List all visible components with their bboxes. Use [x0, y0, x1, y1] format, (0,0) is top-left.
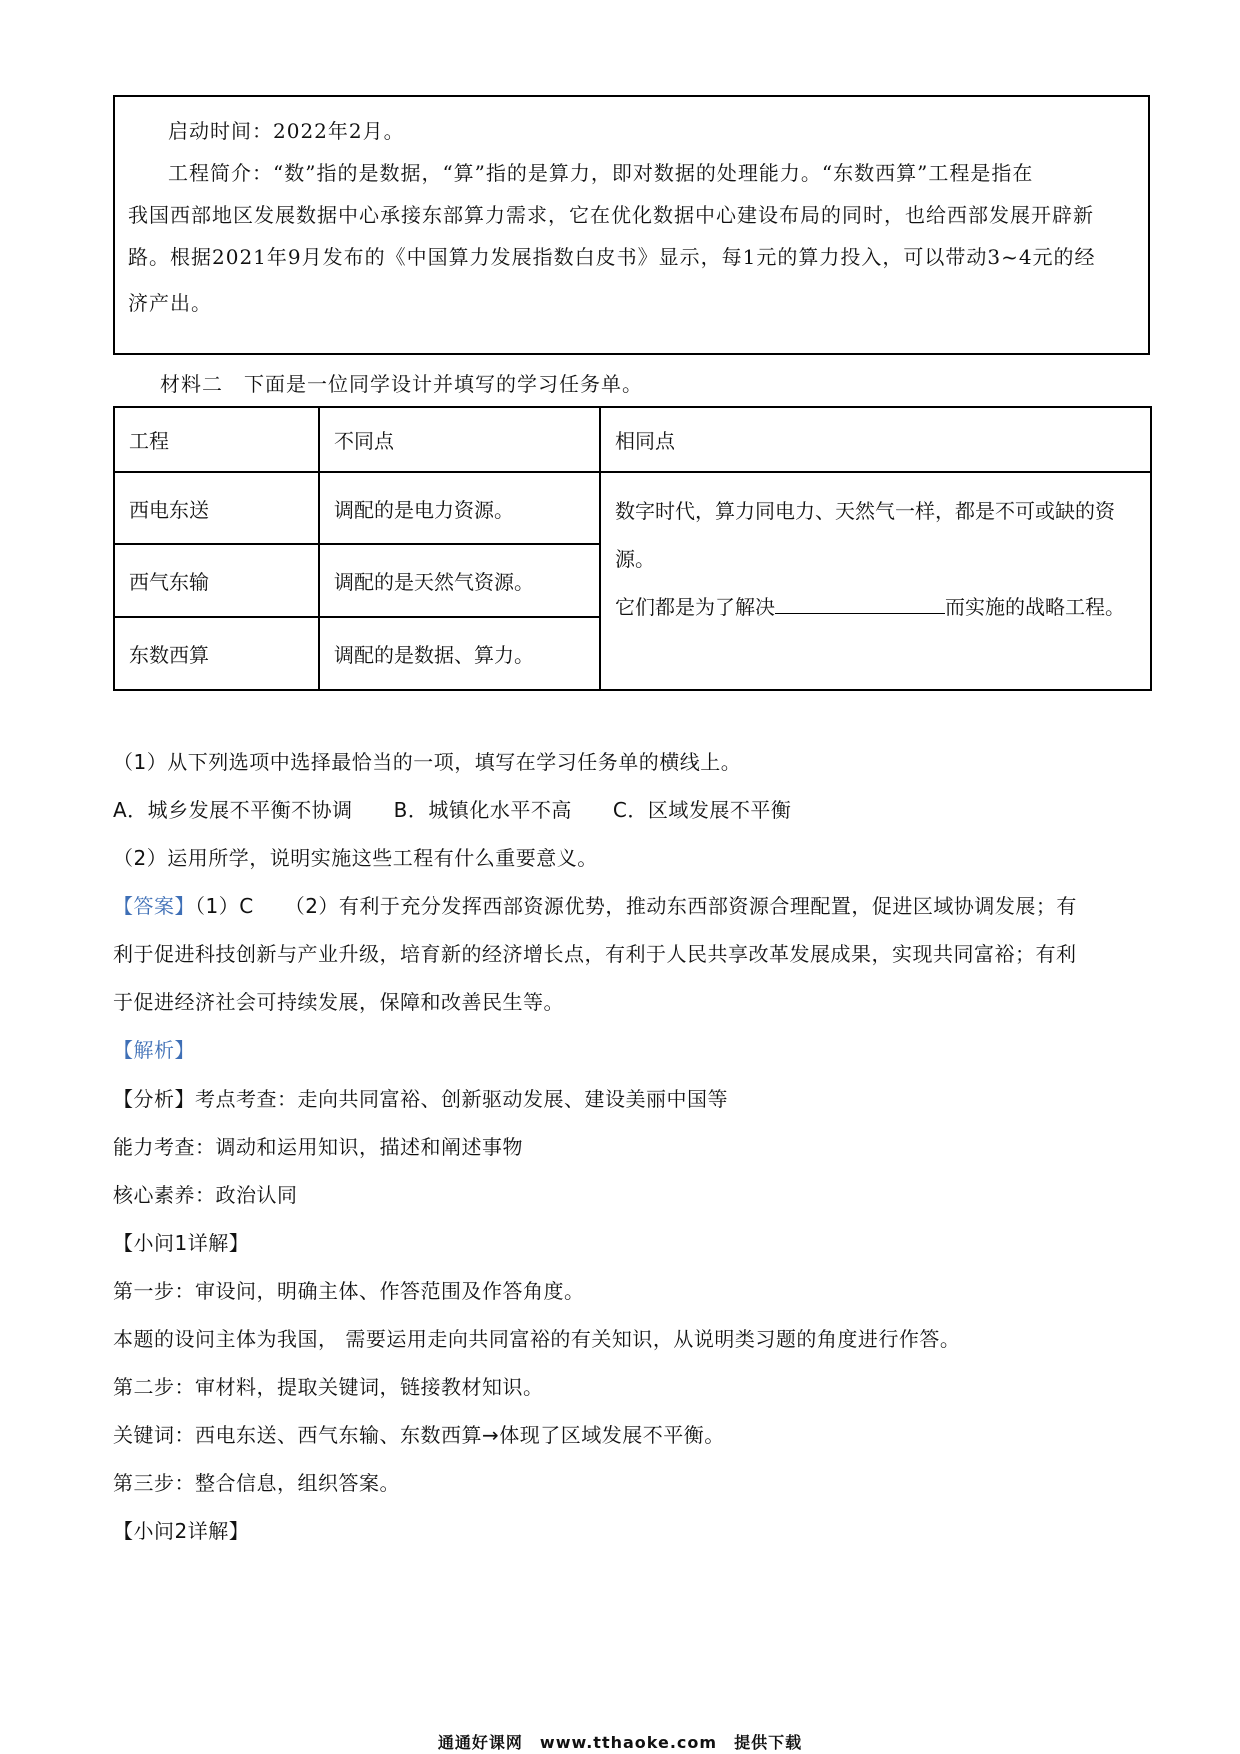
material-two-caption: 材料二 下面是一位同学设计并填写的学习任务单。 — [160, 372, 643, 396]
analysis-line: 【小问1详解】 — [113, 1231, 250, 1255]
same-text-1: 数字时代，算力同电力、天然气一样，都是不可或缺的资源。 — [615, 499, 1115, 571]
same-text-2b: 而实施的战略工程。 — [945, 595, 1125, 619]
answer-line-1: 【答案】（1）C （2）有利于充分发挥西部资源优势，推动东西部资源合理配置，促进区域协调发展；有 — [113, 894, 1077, 918]
header-same: 相同点 — [600, 407, 1151, 472]
analysis-tag: 【解析】 — [113, 1038, 195, 1062]
answer-line-3: 于促进经济社会可持续发展，保障和改善民生等。 — [113, 990, 564, 1014]
answer-line-2: 利于促进科技创新与产业升级，培育新的经济增长点，有利于人民共享改革发展成果，实现共同富裕；有利 — [113, 942, 1077, 966]
page-footer: 通通好课网 www.tthaoke.com 提供下载 — [437, 1733, 803, 1752]
intro-line-4: 济产出。 — [128, 291, 212, 315]
same-text-2a: 它们都是为了解决 — [615, 595, 775, 619]
project-cell: 西电东送 — [114, 472, 319, 544]
question-1: （1）从下列选项中选择最恰当的一项，填写在学习任务单的横线上。 — [113, 750, 742, 774]
analysis-line: 本题的设问主体为我国， 需要运用走向共同富裕的有关知识，从说明类习题的角度进行作答。 — [113, 1327, 961, 1351]
analysis-line: 能力考查：调动和运用知识，描述和阐述事物 — [113, 1135, 523, 1159]
launch-time: 启动时间：2022年2月。 — [168, 119, 405, 143]
analysis-line: 关键词：西电东送、西气东输、东数西算→体现了区域发展不平衡。 — [113, 1423, 725, 1447]
table-header-row — [114, 407, 1151, 472]
material-box — [113, 95, 1150, 355]
answer-tag: 【答案】 — [113, 894, 195, 918]
header-project: 工程 — [114, 407, 319, 472]
analysis-line: 【小问2详解】 — [113, 1519, 250, 1543]
project-cell: 东数西算 — [114, 617, 319, 690]
analysis-line: 第一步：审设问，明确主体、作答范围及作答角度。 — [113, 1279, 585, 1303]
analysis-line: 第三步：整合信息，组织答案。 — [113, 1471, 400, 1495]
table-row — [114, 472, 1151, 544]
answer-blank[interactable] — [775, 593, 945, 614]
intro-line-3: 路。根据2021年9月发布的《中国算力发展指数白皮书》显示，每1元的算力投入，可以带动3~4元的经 — [128, 245, 1096, 269]
same-cell — [600, 472, 1151, 690]
analysis-line: 第二步：审材料，提取关键词，链接教材知识。 — [113, 1375, 544, 1399]
intro-line-1: 工程简介：“数”指的是数据，“算”指的是算力，即对数据的处理能力。“东数西算”工程是指在 — [168, 161, 1034, 185]
question-2: （2）运用所学，说明实施这些工程有什么重要意义。 — [113, 846, 598, 870]
intro-line-2: 我国西部地区发展数据中心承接东部算力需求，它在优化数据中心建设布局的同时，也给西部发展开辟新 — [128, 203, 1094, 227]
question-1-options: A．城乡发展不平衡不协调 B．城镇化水平不高 C．区域发展不平衡 — [113, 798, 792, 822]
diff-cell: 调配的是天然气资源。 — [319, 544, 600, 617]
diff-cell: 调配的是数据、算力。 — [319, 617, 600, 690]
diff-cell: 调配的是电力资源。 — [319, 472, 600, 544]
project-cell: 西气东输 — [114, 544, 319, 617]
analysis-line: 【分析】考点考查：走向共同富裕、创新驱动发展、建设美丽中国等 — [113, 1087, 728, 1111]
task-table — [113, 406, 1152, 691]
header-diff: 不同点 — [319, 407, 600, 472]
analysis-line: 核心素养：政治认同 — [113, 1183, 298, 1207]
